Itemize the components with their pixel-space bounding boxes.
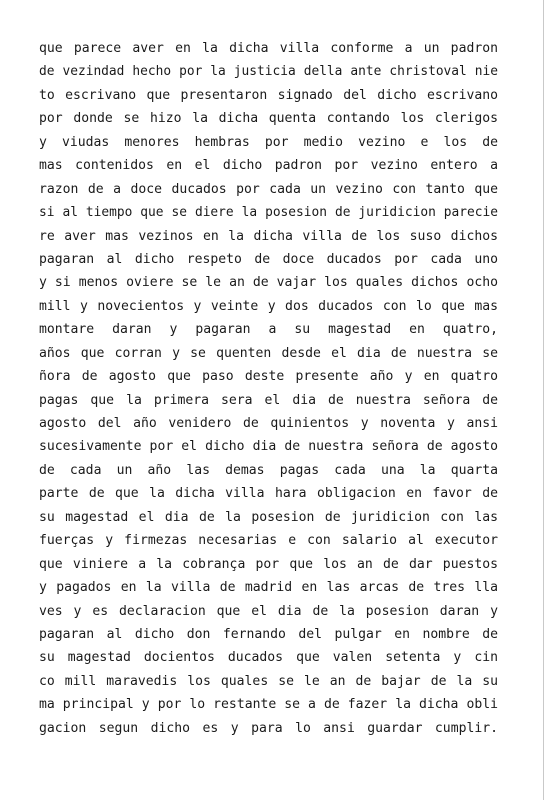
document-body [39, 37, 498, 740]
text-line: mill y novecientos y veinte y dos ducados con lo que mas [39, 298, 498, 314]
text-line: de cada un año las demas pagas cada una la quarta [39, 462, 498, 478]
text-line: pagas que la primera sera el dia de nuestra señora de [39, 392, 498, 408]
text-line: mas contenidos en el dicho padron por vezino entero a [39, 158, 498, 174]
text-line: por donde se hizo la dicha quenta contando los clerigos [39, 111, 498, 127]
text-line: su magestad docientos ducados que valen setenta y cin [39, 650, 498, 666]
text-line: que viniere a la cobrança por que los an de dar puestos [39, 556, 498, 572]
text-line: ñora de agosto que paso deste presente año y en quatro [39, 369, 498, 385]
text-line: y viudas menores hembras por medio vezino e los de [39, 134, 498, 150]
text-line: pagaran al dicho don fernando del pulgar en nombre de [39, 626, 498, 642]
text-line: agosto del año venidero de quinientos y noventa y ansi [39, 416, 498, 431]
text-line: y si menos oviere se le an de vajar los quales dichos ocho [39, 275, 498, 291]
text-line: parte de que la dicha villa hara obligacion en favor de [39, 486, 498, 502]
text-line: razon de a doce ducados por cada un vezino con tanto que [39, 181, 498, 197]
text-line: ma principal y por lo restante se a de fazer la dicha obli [39, 697, 498, 713]
text-line: años que corran y se quenten desde el dia de nuestra se [39, 345, 498, 361]
text-line: fuerças y firmezas necesarias e con salario al executor [39, 533, 498, 549]
text-line: si al tiempo que se diere la posesion de juridicion parecie [39, 205, 498, 221]
text-line: pagaran al dicho respeto de doce ducados por cada uno [39, 251, 498, 267]
page-edge-divider [543, 0, 544, 800]
text-line: su magestad el dia de la posesion de juridicion con las [39, 509, 498, 525]
text-line: co mill maravedis los quales se le an de bajar de la su [39, 673, 498, 689]
text-line: y pagados en la villa de madrid en las arcas de tres lla [39, 580, 498, 596]
text-line: montare daran y pagaran a su magestad en quatro, [39, 322, 498, 338]
text-line: sucesivamente por el dicho dia de nuestra señora de agosto [39, 439, 498, 455]
text-line: que parece aver en la dicha villa conforme a un padron [39, 41, 498, 56]
text-line: de vezindad hecho por la justicia della ante christoval nie [39, 64, 498, 80]
text-line: to escrivano que presentaron signado del dicho escrivano [39, 87, 498, 103]
text-line: ves y es declaracion que el dia de la posesion daran y [39, 603, 498, 619]
text-line: re aver mas vezinos en la dicha villa de los suso dichos [39, 228, 498, 244]
text-line: gacion segun dicho es y para lo ansi guardar cumplir. [39, 720, 498, 736]
